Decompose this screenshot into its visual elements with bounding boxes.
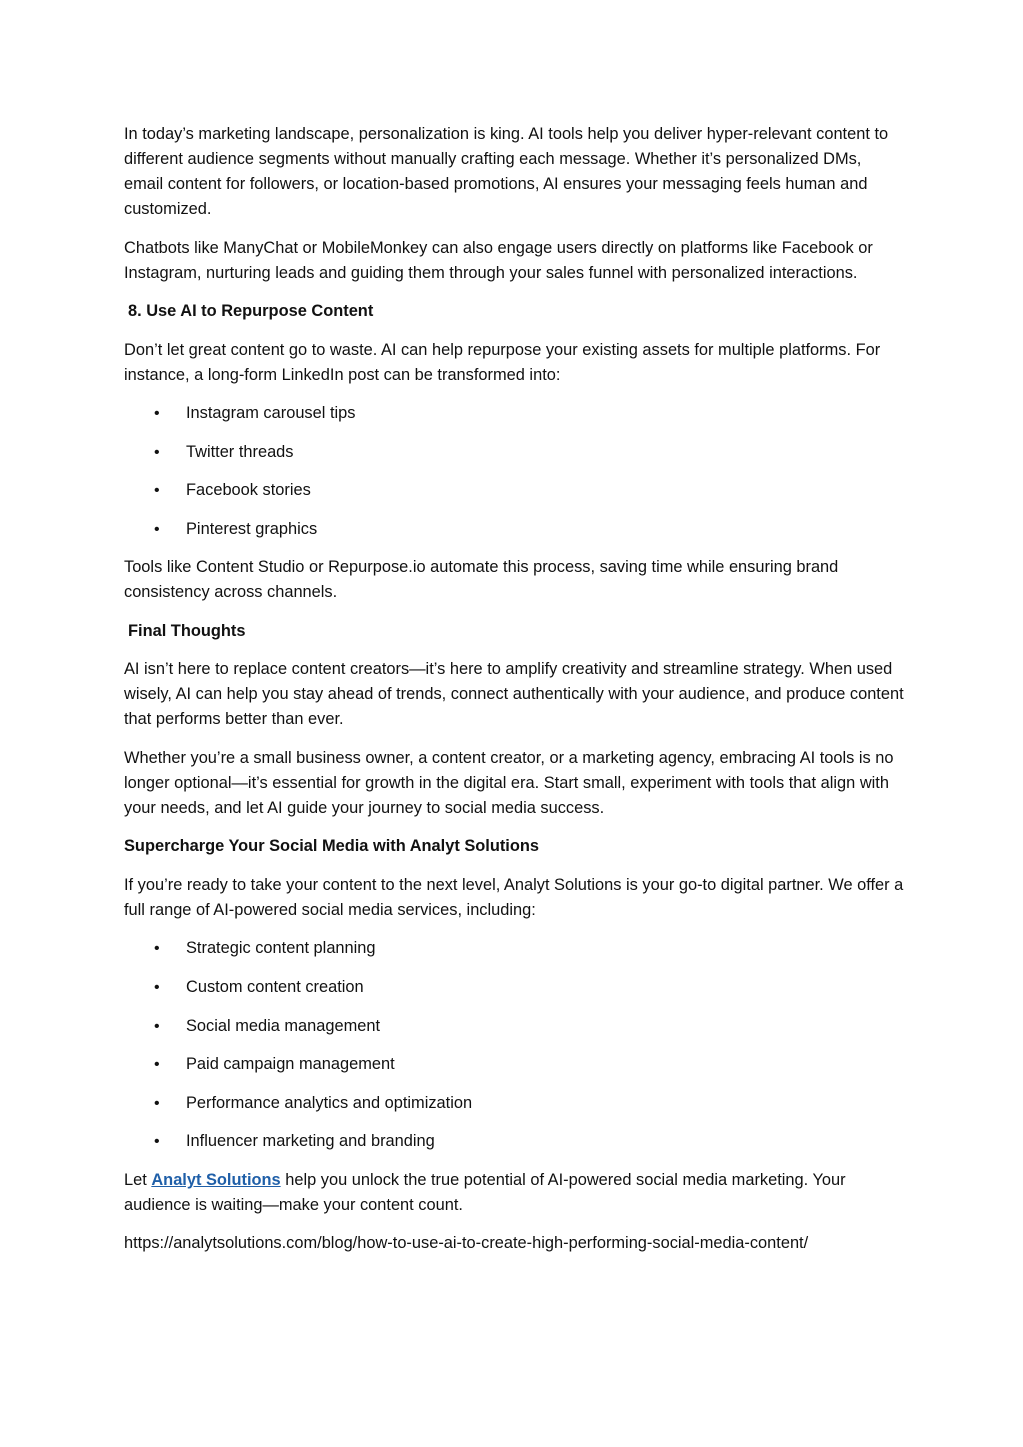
bullet-icon: •	[154, 482, 160, 500]
section-8-intro: Don’t let great content go to waste. AI can help repurpose your existing assets for multiple platforms. For instance, a long-form LinkedIn post can be transformed into:	[124, 340, 881, 384]
supercharge-heading: Supercharge Your Social Media with Analyt Solutions	[124, 837, 539, 856]
final-thoughts-heading: Final Thoughts	[128, 621, 246, 640]
list-item: • Influencer marketing and branding	[124, 1129, 904, 1154]
bullet-icon: •	[154, 1133, 160, 1151]
paragraph-chatbots: Chatbots like ManyChat or MobileMonkey can also engage users directly on platforms like Facebook or Instagram, nurturing leads and guiding them through your sales funnel with personalized interactions.	[124, 238, 873, 282]
list-item: • Pinterest graphics	[124, 517, 904, 542]
bullet-icon: •	[154, 978, 160, 996]
repurpose-list	[124, 401, 904, 542]
supercharge-intro: If you’re ready to take your content to the next level, Analyt Solutions is your go-to digital partner. We offer a full range of AI-powered social media services, including:	[124, 875, 904, 919]
bullet-icon: •	[154, 520, 160, 538]
bullet-icon: •	[154, 443, 160, 461]
paragraph-personalization: In today’s marketing landscape, personalization is king. AI tools help you deliver hyper-relevant content to different audience segments without manually crafting each message. Whether it’s personalized DMs, email content for followers, or location-based promotions, AI ensures your messaging feels human and customized.	[124, 125, 889, 218]
list-item: • Performance analytics and optimization	[124, 1091, 904, 1116]
list-item: • Social media management	[124, 1014, 904, 1039]
final-thoughts-paragraph-2: Whether you’re a small business owner, a content creator, or a marketing agency, embracing AI tools is no longer optional—it’s essential for growth in the digital era. Start small, experiment with tools that align with your needs, and let AI guide your journey to social media success.	[124, 748, 894, 817]
bullet-icon: •	[154, 405, 160, 422]
section-8-outro: Tools like Content Studio or Repurpose.io automate this process, saving time while ensuring brand consistency across channels.	[124, 558, 839, 602]
final-thoughts-paragraph-1: AI isn’t here to replace content creators—it’s here to amplify creativity and streamline strategy. When used wisely, AI can help you stay ahead of trends, connect authentically with your audience, and produce content that performs better than ever.	[124, 660, 904, 729]
bullet-icon: •	[154, 1017, 160, 1035]
bullet-icon: •	[154, 940, 160, 958]
list-item: • Custom content creation	[124, 975, 904, 1000]
list-item: • Strategic content planning	[124, 936, 904, 961]
document-page	[124, 122, 904, 1270]
list-item: • Paid campaign management	[124, 1052, 904, 1077]
source-url: https://analytsolutions.com/blog/how-to-use-ai-to-create-high-performing-social-media-content/	[124, 1234, 809, 1253]
list-item: • Instagram carousel tips	[124, 401, 904, 426]
list-item: • Twitter threads	[124, 440, 904, 465]
section-8-heading: 8. Use AI to Repurpose Content	[128, 302, 374, 320]
bullet-icon: •	[154, 1094, 160, 1112]
list-item: • Facebook stories	[124, 478, 904, 503]
analyt-solutions-link[interactable]: Analyt Solutions	[151, 1170, 281, 1189]
services-list	[124, 936, 904, 1154]
call-to-action: Let Analyt Solutions help you unlock the true potential of AI-powered social media marketing. Your audience is waiting—make your content count.	[124, 1170, 846, 1214]
bullet-icon: •	[154, 1056, 160, 1074]
